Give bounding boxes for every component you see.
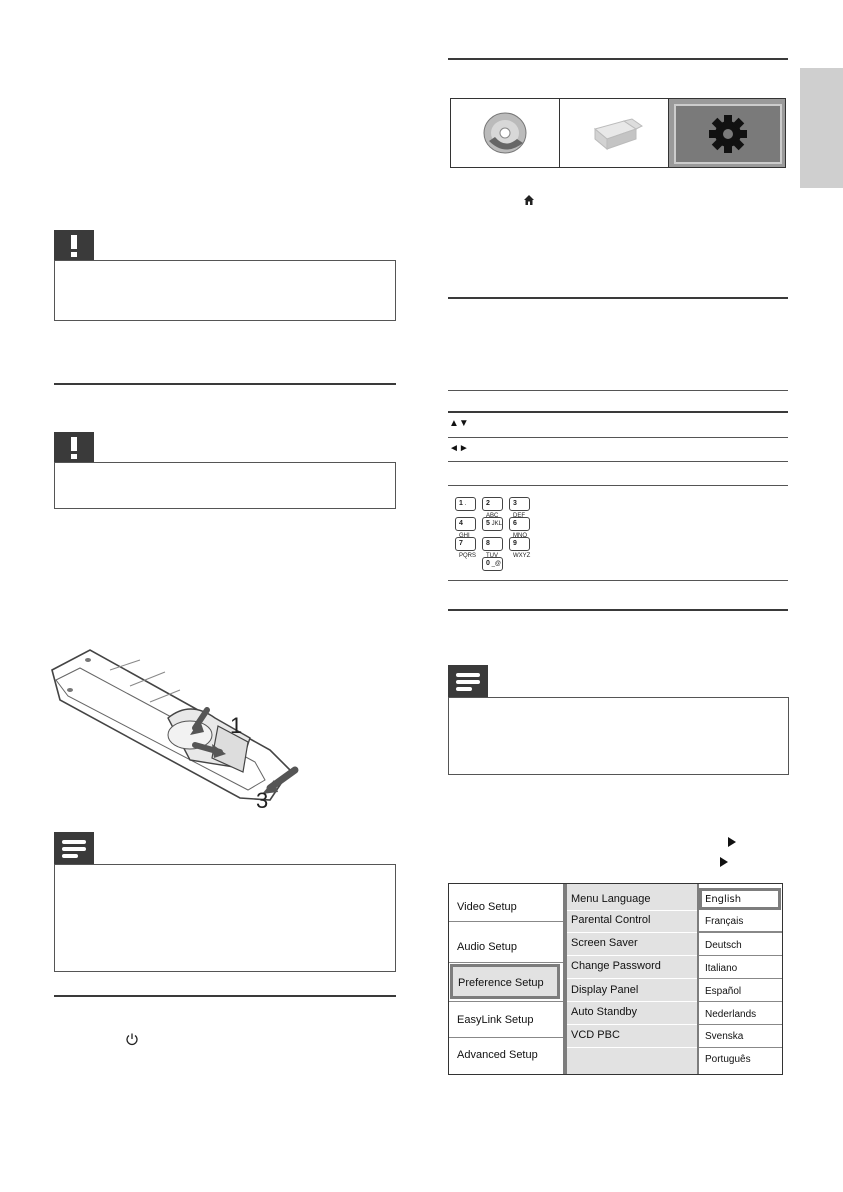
note-lines-icon: [448, 665, 488, 697]
option-parental-control[interactable]: Parental Control: [571, 914, 651, 926]
usb-icon: [560, 99, 668, 167]
key-7: 7 PQRS: [455, 537, 476, 551]
category-preference-setup-selected[interactable]: [450, 964, 560, 999]
note-box-left: [54, 864, 396, 972]
left-right-arrow-icon: ◄►: [449, 443, 469, 454]
home-icon: [523, 193, 535, 211]
language-english: English: [705, 894, 742, 905]
exclamation-icon: [54, 230, 94, 260]
settings-tile[interactable]: [669, 99, 785, 167]
language-italiano[interactable]: Italiano: [705, 963, 738, 974]
preference-options: [567, 884, 697, 1074]
option-screen-saver[interactable]: Screen Saver: [571, 937, 638, 949]
table-row-line-2: [448, 461, 788, 462]
gear-icon: [676, 106, 780, 162]
section-rule-right-3: [448, 609, 788, 611]
right-arrow-icon: [720, 854, 728, 872]
key-3: 3 DEF: [509, 497, 530, 511]
language-svenska[interactable]: Svenska: [705, 1031, 744, 1042]
language-portugues[interactable]: Português: [705, 1054, 751, 1065]
key-8: 8 TUV: [482, 537, 503, 551]
language-options: [699, 884, 782, 1074]
disc-tile[interactable]: [451, 99, 560, 167]
caution-flag-2: [54, 432, 94, 462]
option-vcd-pbc[interactable]: VCD PBC: [571, 1029, 620, 1041]
home-menu: [450, 98, 786, 168]
note-lines-icon: [54, 832, 94, 864]
language-espanol[interactable]: Español: [705, 986, 742, 997]
section-rule-right-2: [448, 297, 788, 299]
table-row-line-3: [448, 485, 788, 486]
option-change-password[interactable]: Change Password: [571, 960, 661, 972]
key-6: 6 MNO: [509, 517, 530, 531]
disc-icon: [451, 99, 559, 167]
category-audio-setup[interactable]: Audio Setup: [457, 941, 517, 953]
category-advanced-setup[interactable]: Advanced Setup: [457, 1049, 538, 1061]
usb-tile[interactable]: [560, 99, 669, 167]
note-box-right: [448, 697, 789, 775]
key-4: 4 GHI: [455, 517, 476, 531]
key-2: 2 ABC: [482, 497, 503, 511]
table-header-line: [448, 411, 788, 413]
option-menu-language[interactable]: Menu Language: [571, 893, 651, 905]
remote-battery-illustration: [40, 640, 330, 820]
category-preference-setup: Preference Setup: [458, 977, 544, 989]
setup-menu: [448, 883, 783, 1075]
key-0: 0 _@: [482, 557, 503, 571]
category-video-setup[interactable]: Video Setup: [457, 901, 517, 913]
language-side-tab: [800, 68, 843, 188]
section-rule-left-1: [54, 383, 396, 385]
option-auto-standby[interactable]: Auto Standby: [571, 1006, 638, 1018]
caution-box-1: [54, 260, 396, 321]
key-1: 1 .: [455, 497, 476, 511]
language-francais[interactable]: Français: [705, 916, 744, 927]
caution-flag-1: [54, 230, 94, 260]
table-row-line-1: [448, 437, 788, 438]
key-5: 5 JKL: [482, 517, 503, 531]
note-flag-right: [448, 665, 488, 697]
option-display-panel[interactable]: Display Panel: [571, 984, 639, 996]
power-icon: [125, 1032, 139, 1051]
exclamation-icon: [54, 432, 94, 462]
numeric-keypad: [455, 497, 545, 575]
caution-box-2: [54, 462, 396, 509]
key-9: 9 WXYZ: [509, 537, 530, 551]
right-arrow-icon: [728, 834, 736, 852]
table-top-line: [448, 390, 788, 391]
table-bottom-line: [448, 580, 788, 581]
category-easylink-setup[interactable]: EasyLink Setup: [457, 1014, 534, 1026]
section-rule-right-1: [448, 58, 788, 60]
remote-step-3-label: 3: [256, 788, 269, 813]
setup-categories: [449, 884, 563, 1074]
language-english-selected[interactable]: [699, 888, 781, 910]
remote-step-1-label: 1: [230, 713, 243, 738]
language-deutsch[interactable]: Deutsch: [705, 940, 742, 951]
section-rule-left-2: [54, 995, 396, 997]
note-flag-left: [54, 832, 94, 864]
up-down-arrow-icon: ▲▼: [449, 418, 469, 429]
language-nederlands[interactable]: Nederlands: [705, 1009, 757, 1020]
